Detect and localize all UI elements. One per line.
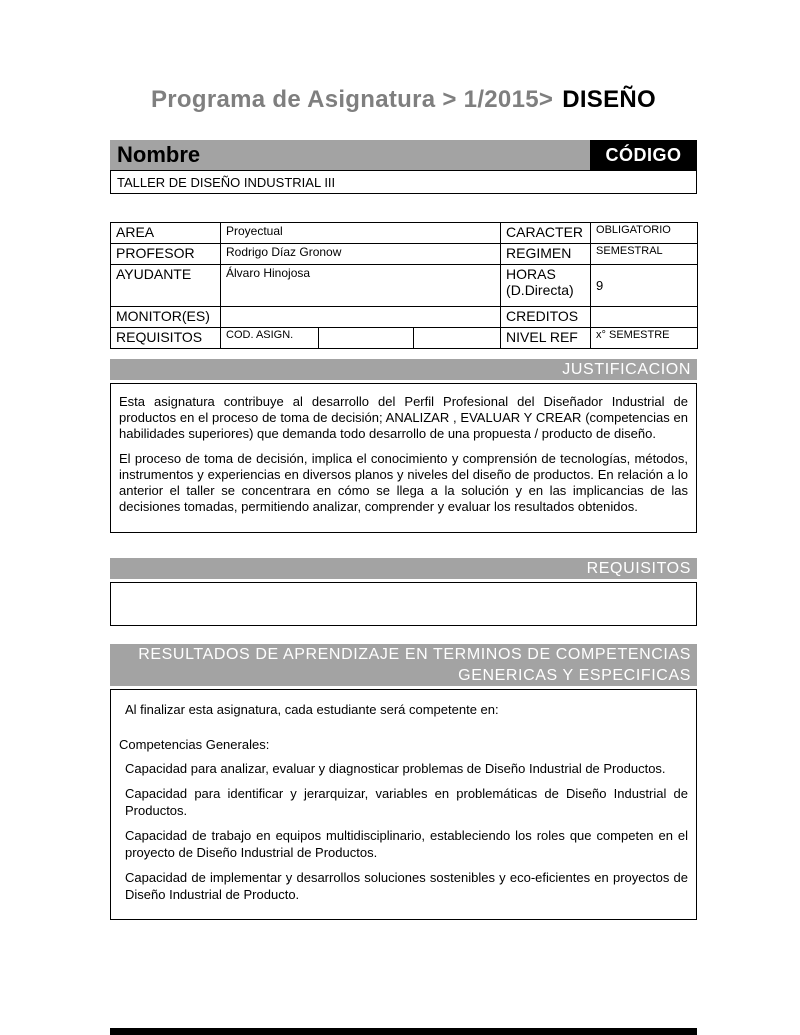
table-row-ayudante: [111, 265, 698, 307]
course-name-cell: TALLER DE DISEÑO INDUSTRIAL III: [110, 170, 697, 194]
nivel-ref-value: x° SEMESTRE: [591, 328, 698, 349]
resultados-section-body: [110, 689, 697, 920]
resultados-header-line-1: RESULTADOS DE APRENDIZAJE EN TERMINOS DE COMPETENCIAS: [138, 646, 691, 663]
resultados-subtitle: Competencias Generales:: [119, 737, 270, 752]
justificacion-section-body: [110, 383, 697, 533]
profesor-label: PROFESOR: [111, 244, 221, 265]
regimen-value: SEMESTRAL: [591, 244, 698, 265]
document-title: [110, 86, 697, 114]
competencia-item: Capacidad para identificar y jerarquizar, variables en problemáticas de Diseño Industrial de Productos.: [125, 786, 688, 818]
nivel-ref-label: NIVEL REF: [501, 328, 591, 349]
course-info-table: [110, 222, 698, 349]
name-header-bar: [110, 140, 697, 170]
profesor-value: Rodrigo Díaz Gronow: [221, 244, 501, 265]
codigo-header-box: CÓDIGO: [590, 140, 697, 170]
table-row-area: [111, 223, 698, 244]
area-label: AREA: [111, 223, 221, 244]
resultados-section-header: [110, 644, 697, 686]
justificacion-paragraph: El proceso de toma de decisión, implica el conocimiento y comprensión de tecnologías, métodos, instrumentos y experiencias en diversos planos y niveles del diseño de productos. En relación a lo anterior el taller se concentrara en cómo se llega a la solución y en las implicancias de las decisiones tomadas, permitiendo analizar, comprender y evaluar los resultados obtenidos.: [119, 451, 688, 514]
document-title-suffix: DISEÑO: [562, 86, 657, 113]
creditos-value: [591, 307, 698, 328]
monitores-value: [221, 307, 501, 328]
competencia-item: Capacidad para analizar, evaluar y diagnosticar problemas de Diseño Industrial de Productos.: [125, 761, 666, 776]
requisitos-section-body: [110, 582, 697, 626]
competencia-item: Capacidad de trabajo en equipos multidisciplinario, estableciendo los roles que competen en el proyecto de Diseño Industrial de Productos.: [125, 828, 688, 860]
requisitos-label: REQUISITOS: [111, 328, 221, 349]
table-row-profesor: [111, 244, 698, 265]
table-row-requisitos: [111, 328, 698, 349]
resultados-intro: Al finalizar esta asignatura, cada estudiante será competente en:: [125, 702, 499, 717]
resultados-header-line-2: GENERICAS Y ESPECIFICAS: [458, 667, 691, 684]
monitores-label: MONITOR(ES): [111, 307, 221, 328]
cod-asign-value-1: [319, 328, 414, 349]
cod-asign-label: COD. ASIGN.: [221, 328, 319, 349]
horas-label: HORAS (D.Directa): [501, 265, 591, 307]
requisitos-section-header: REQUISITOS: [110, 558, 697, 579]
justificacion-section-header: JUSTIFICACION: [110, 359, 697, 380]
horas-value: 9: [591, 265, 698, 307]
creditos-label: CREDITOS: [501, 307, 591, 328]
cod-asign-value-2: [414, 328, 501, 349]
document-title-prefix: Programa de Asignatura > 1/2015>: [150, 86, 554, 113]
clipped-next-section-bar: [110, 1028, 697, 1035]
document-content: [110, 0, 697, 920]
caracter-label: CARACTER: [501, 223, 591, 244]
competencia-item: Capacidad de implementar y desarrollos soluciones sostenibles y eco-eficientes en proyectos de Diseño Industrial de Producto.: [125, 870, 688, 902]
name-header-label: Nombre: [117, 142, 201, 167]
ayudante-label: AYUDANTE: [111, 265, 221, 307]
table-row-monitores: [111, 307, 698, 328]
area-value: Proyectual: [221, 223, 501, 244]
regimen-label: REGIMEN: [501, 244, 591, 265]
caracter-value: OBLIGATORIO: [591, 223, 698, 244]
ayudante-value: Álvaro Hinojosa: [221, 265, 501, 307]
justificacion-paragraph: Esta asignatura contribuye al desarrollo del Perfil Profesional del Diseñador Industrial de productos en el proceso de toma de decisión; ANALIZAR , EVALUAR Y CREAR (competencias en habilidades superiores) que demanda todo desarrollo de una propuesta / producto de diseño.: [119, 394, 688, 441]
